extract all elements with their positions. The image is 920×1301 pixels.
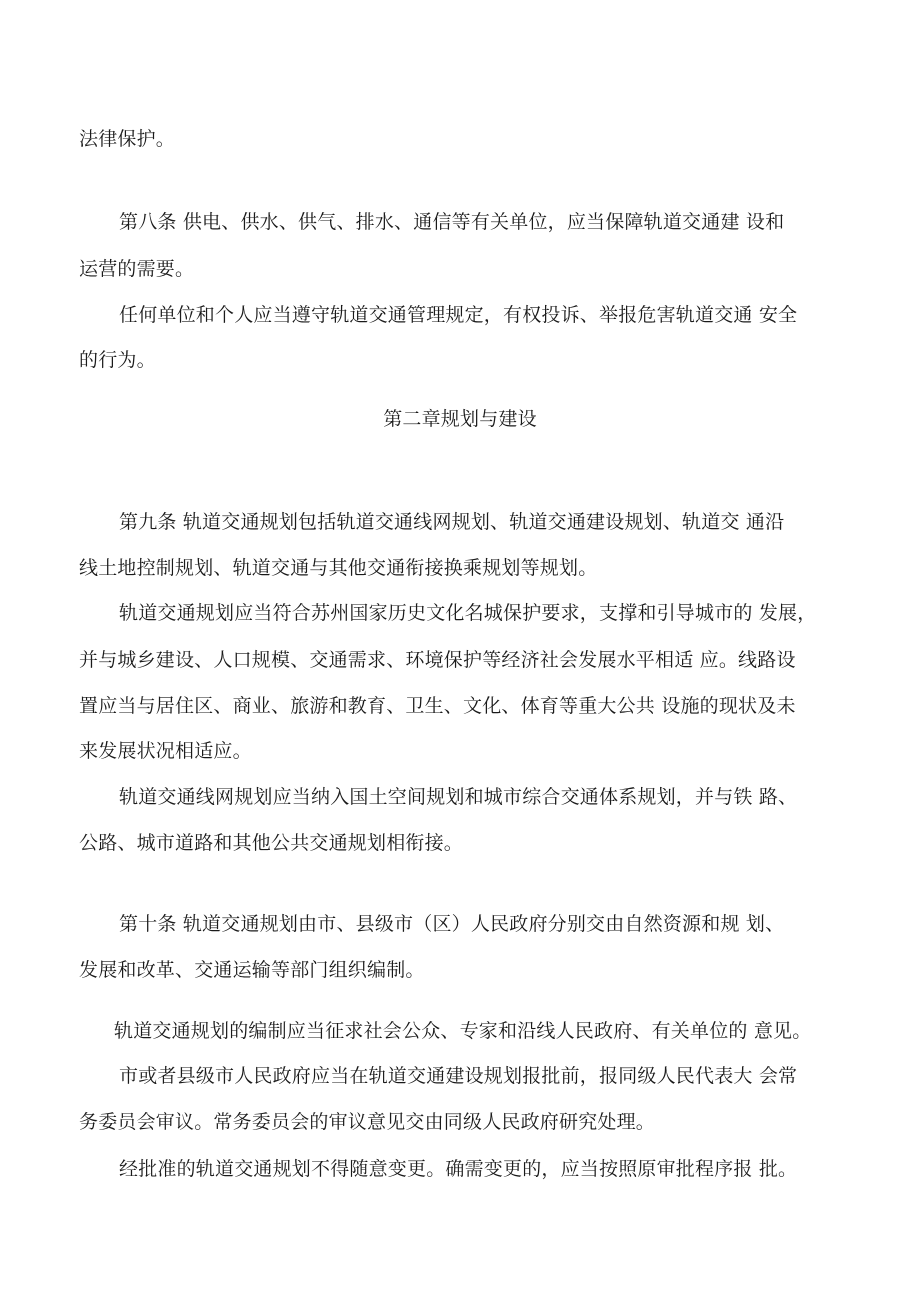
text-line: 经批准的轨道交通规划不得随意变更。确需变更的，应当按照原审批程序报 批。: [119, 1158, 798, 1180]
text-line: 运营的需要。: [79, 258, 195, 280]
text-line: 轨道交通线网规划应当纳入国土空间规划和城市综合交通体系规划，并与铁 路、: [119, 786, 798, 808]
article-10-heading-line: 第十条 轨道交通规划由市、县级市（区）人民政府分别交由自然资源和规 划、: [119, 913, 785, 935]
text-line: 的行为。: [79, 349, 156, 371]
article-8-heading-line: 第八条 供电、供水、供气、排水、通信等有关单位，应当保障轨道交通建 设和: [119, 211, 785, 233]
text-line: 法律保护。: [79, 128, 176, 150]
text-line: 市或者县级市人民政府应当在轨道交通建设规划报批前，报同级人民代表大 会常: [119, 1065, 798, 1087]
text-line: 轨道交通规划的编制应当征求社会公众、专家和沿线人民政府、有关单位的 意见。: [114, 1020, 812, 1042]
text-line: 来发展状况相适应。: [79, 740, 252, 762]
text-line: 线土地控制规划、轨道交通与其他交通衔接换乘规划等规划。: [79, 557, 598, 579]
text-line: 并与城乡建设、人口规模、交通需求、环境保护等经济社会发展水平相适 应。线路设: [79, 649, 796, 671]
text-line: 轨道交通规划应当符合苏州国家历史文化名城保护要求，支撑和引导城市的 发展，: [119, 602, 817, 624]
text-line: 置应当与居住区、商业、旅游和教育、卫生、文化、体育等重大公共 设施的现状及未: [79, 695, 796, 717]
chapter-title: 第二章规划与建设: [383, 408, 537, 430]
text-line: 发展和改革、交通运输等部门组织编制。: [79, 959, 425, 981]
text-line: 任何单位和个人应当遵守轨道交通管理规定，有权投诉、举报危害轨道交通 安全: [119, 304, 798, 326]
text-line: 务委员会审议。常务委员会的审议意见交由同级人民政府研究处理。: [79, 1111, 656, 1133]
article-9-heading-line: 第九条 轨道交通规划包括轨道交通线网规划、轨道交通建设规划、轨道交 通沿: [119, 511, 785, 533]
text-line: 公路、城市道路和其他公共交通规划相衔接。: [79, 832, 464, 854]
